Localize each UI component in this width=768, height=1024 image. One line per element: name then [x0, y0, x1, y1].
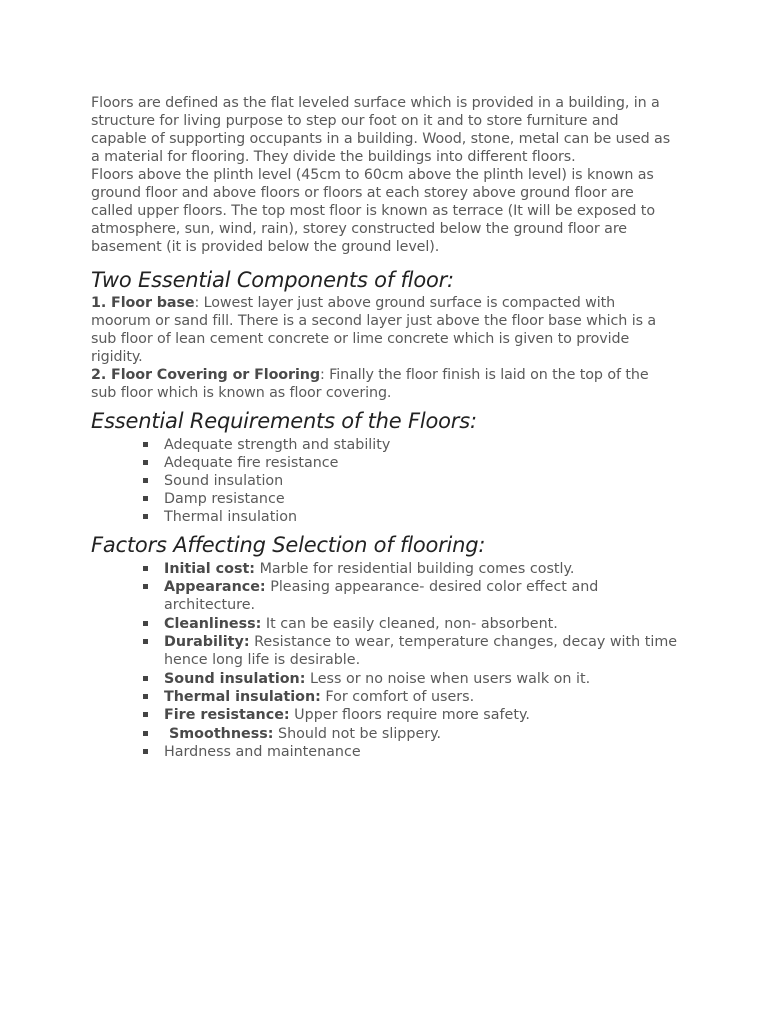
list-item [164, 472, 678, 490]
component-floor-base [91, 294, 678, 366]
square-bullet-icon [143, 694, 148, 699]
list-item [164, 743, 678, 761]
list-item-text: Adequate fire resistance [164, 455, 339, 471]
component-floor-covering [91, 366, 678, 402]
requirements-heading: Essential Requirements of the Floors: [91, 409, 477, 433]
component-term: 1. Floor base [91, 295, 195, 311]
requirements-list [91, 436, 678, 526]
list-item [164, 633, 678, 669]
square-bullet-icon [143, 639, 148, 644]
factors-list [91, 560, 678, 761]
component-term: 2. Floor Covering or Flooring [91, 367, 320, 383]
square-bullet-icon [143, 621, 148, 626]
list-item [164, 436, 678, 454]
square-bullet-icon [143, 566, 148, 571]
list-item-text: Adequate strength and stability [164, 437, 391, 453]
factor-text: Pleasing appearance- desired color effect and architecture. [164, 579, 599, 614]
factor-term: Durability: [164, 634, 250, 651]
factor-term: Smoothness: [164, 725, 274, 742]
components-heading: Two Essential Components of floor: [91, 268, 454, 292]
list-item [164, 560, 678, 578]
factor-term: Appearance: [164, 579, 266, 596]
square-bullet-icon [143, 584, 148, 589]
factor-text: Less or no noise when users walk on it. [305, 670, 591, 687]
list-item [164, 706, 678, 724]
intro-paragraph-1: Floors are defined as the flat leveled surface which is provided in a building, in a structure for living purpose to step our foot on it and to store furniture and capable of supporting occupants in a building. Wood, stone, metal can be used as a material for flooring. They divide the buildings into different floors. [91, 95, 671, 165]
square-bullet-icon [143, 496, 148, 501]
list-item [164, 490, 678, 508]
list-item [164, 508, 678, 526]
factor-text: It can be easily cleaned, non- absorbent. [261, 615, 558, 632]
factor-term: Sound insulation: [164, 670, 306, 687]
factor-term: Thermal insulation: [164, 688, 321, 705]
factors-heading: Factors Affecting Selection of flooring: [91, 533, 486, 557]
list-item [164, 725, 678, 743]
square-bullet-icon [143, 442, 148, 447]
factor-term: Cleanliness: [164, 615, 262, 632]
factor-text: Marble for residential building comes costly. [255, 561, 575, 577]
factor-term: Initial cost: [164, 561, 256, 577]
component-text: : Lowest layer just above ground surface is compacted with moorum or sand fill. There is a second layer just above the floor base which is a sub floor of lean cement concrete or lime concrete which is given to provide rigidity. [91, 295, 657, 365]
list-item [164, 454, 678, 472]
factor-text: For comfort of users. [320, 688, 475, 705]
square-bullet-icon [143, 478, 148, 483]
square-bullet-icon [143, 514, 148, 519]
component-text: : Finally the floor finish is laid on the top of the sub floor which is known as floor covering. [91, 367, 649, 401]
square-bullet-icon [143, 712, 148, 717]
list-item [164, 615, 678, 633]
square-bullet-icon [143, 749, 148, 754]
square-bullet-icon [143, 676, 148, 681]
list-item [164, 688, 678, 706]
intro-paragraph-2: Floors above the plinth level (45cm to 60cm above the plinth level) is known as ground floor and above floors or floors at each storey above ground floor are called upper floors. The top most floor is known as terrace (It will be exposed to atmosphere, sun, wind, rain), storey constructed below the ground floor are basement (it is provided below the ground level). [91, 167, 655, 255]
list-item-text: Sound insulation [164, 473, 284, 489]
factor-text: Should not be slippery. [273, 725, 442, 742]
factor-text: Resistance to wear, temperature changes, decay with time hence long life is desirable. [164, 634, 678, 669]
list-item [164, 578, 678, 614]
factor-text: Hardness and maintenance [164, 744, 361, 761]
list-item-text: Thermal insulation [164, 509, 298, 525]
square-bullet-icon [143, 731, 148, 736]
factor-term: Fire resistance: [164, 707, 290, 724]
list-item-text: Damp resistance [164, 491, 285, 507]
factor-text: Upper floors require more safety. [289, 707, 530, 724]
list-item [164, 670, 678, 688]
square-bullet-icon [143, 460, 148, 465]
